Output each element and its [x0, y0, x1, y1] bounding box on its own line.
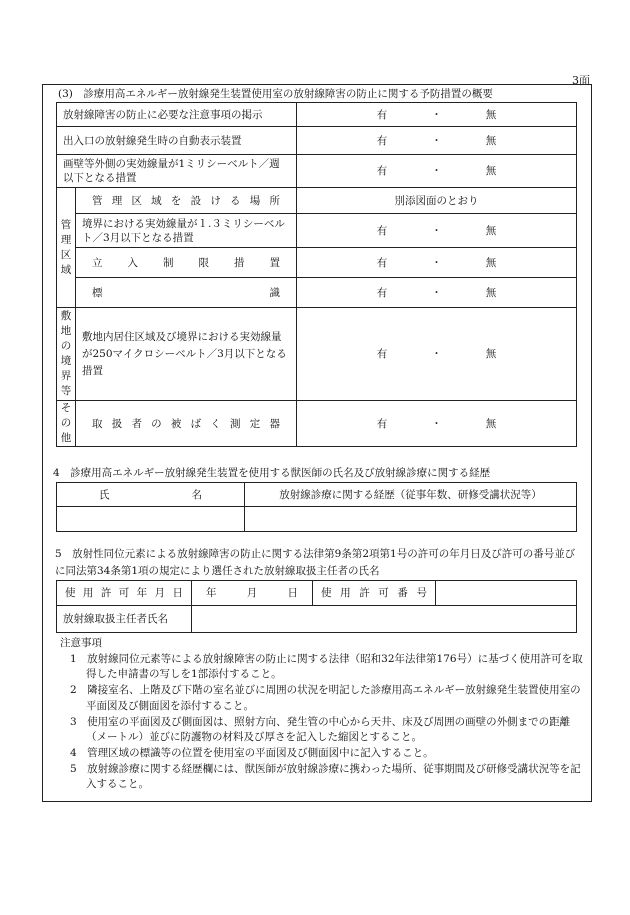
history-input-cell[interactable] — [245, 507, 577, 532]
chief-name-label: 放射線取扱主任者氏名 — [57, 606, 192, 633]
table-row — [57, 483, 577, 507]
notes-title: 注意事項 — [60, 637, 102, 649]
table-row — [57, 127, 577, 155]
name-column-header: 氏 名 — [57, 483, 245, 507]
section3-heading: (3) 診療用高エネルギー放射線発生装置使用室の放射線障害の防止に関する予防措置の概要 — [58, 88, 493, 100]
table-row — [57, 308, 577, 401]
note-item: 1 放射線同位元素等による放射線障害の防止に関する法律（昭和32年法律第176号）に基づく使用許可を取得した申請書の写しを1部添付すること。 — [70, 652, 583, 681]
permit-number-label: 使 用 許 可 番 号 — [313, 581, 436, 606]
yes-option[interactable]: 有 — [376, 286, 388, 299]
yes-option[interactable]: 有 — [376, 348, 388, 360]
yes-no-choice[interactable] — [297, 214, 577, 248]
permit-date-input[interactable]: 年 月 日 — [192, 581, 313, 606]
history-column-header: 放射線診療に関する経歴（従事年数、研修受講状況等） — [245, 483, 577, 507]
section5-text: 5 放射性同位元素による放射線障害の防止に関する法律第9条第2項第1号の許可の年月日及び許可の番号並びに同法第34条第1項の規定により選任された放射線取扱主任者の氏名 — [55, 548, 576, 577]
yes-option[interactable]: 有 — [376, 417, 388, 430]
separator-dot: ・ — [431, 108, 442, 121]
yes-option[interactable]: 有 — [376, 256, 388, 269]
separator-dot: ・ — [431, 417, 442, 430]
permit-number-input[interactable] — [436, 581, 577, 606]
other-group-label: そ の 他 — [57, 401, 76, 447]
boundary-label: 境界における実効線量が１.３ミリシーベルト／3月以下となる措置 — [76, 214, 297, 248]
yes-no-choice[interactable] — [297, 308, 577, 401]
separator-dot: ・ — [431, 134, 442, 147]
separator-dot: ・ — [431, 224, 442, 237]
table-row — [57, 606, 577, 633]
permit-table — [56, 580, 577, 633]
yes-no-choice[interactable] — [297, 103, 577, 127]
table-row — [57, 188, 577, 214]
permit-date-label: 使 用 許 可 年 月 日 — [57, 581, 192, 606]
no-option[interactable]: 無 — [485, 348, 497, 360]
table-row — [57, 401, 577, 447]
section4-heading: 4 診療用高エネルギー放射線発生装置を使用する獣医師の氏名及び放射線診療に関する経歴 — [53, 467, 491, 479]
no-option[interactable]: 無 — [485, 286, 497, 299]
no-option[interactable]: 無 — [485, 165, 497, 177]
name-input-cell[interactable] — [57, 507, 245, 532]
note-item: 4 管理区域の標識等の位置を使用室の平面図及び側面図中に記入すること。 — [70, 746, 434, 759]
no-option[interactable]: 無 — [485, 256, 497, 269]
yes-option[interactable]: 有 — [376, 108, 388, 121]
yes-no-choice[interactable] — [297, 278, 577, 308]
kanri-group-label: 管 理 区 域 — [57, 188, 76, 308]
separator-dot: ・ — [431, 348, 442, 360]
yes-no-choice[interactable] — [297, 127, 577, 155]
chief-name-input[interactable] — [192, 606, 577, 633]
yes-option[interactable]: 有 — [376, 165, 388, 177]
table-row — [57, 103, 577, 127]
yes-no-choice[interactable] — [297, 155, 577, 188]
veterinarian-table — [56, 482, 577, 532]
row-label: 出入口の放射線発生時の自動表示装置 — [57, 127, 297, 155]
no-option[interactable]: 無 — [485, 417, 497, 430]
table-row — [57, 248, 577, 278]
row-label: 放射線障害の防止に必要な注意事項の掲示 — [57, 103, 297, 127]
row-label: 画壁等外側の実効線量が1ミリシーベルト／週以下となる措置 — [57, 155, 297, 188]
restriction-label: 立 入 制 限 措 置 — [76, 248, 297, 278]
no-option[interactable]: 無 — [485, 224, 497, 237]
table-row — [57, 214, 577, 248]
yes-no-choice[interactable] — [297, 248, 577, 278]
table-row — [57, 278, 577, 308]
separator-dot: ・ — [431, 286, 442, 299]
shikichi-group-label: 敷 地 の 境 界 等 — [57, 308, 76, 401]
area-place-label: 管 理 区 域 を 設 け る 場 所 — [76, 188, 297, 214]
dosimeter-label: 取 扱 者 の 被 ば く 測 定 器 — [76, 401, 297, 447]
yes-option[interactable]: 有 — [376, 224, 388, 237]
table-row — [57, 581, 577, 606]
note-item: 5 放射線診療に関する経歴欄には、獣医師が放射線診療に携わった場所、従事期間及び研修受講状況等を記入すること。 — [70, 762, 581, 791]
shikichi-label: 敷地内居住区域及び境界における実効線量が250マイクロシーベルト／3月以下となる措置 — [76, 308, 297, 401]
notes-section — [60, 636, 585, 793]
table-row — [57, 155, 577, 188]
separator-dot: ・ — [431, 256, 442, 269]
yes-option[interactable]: 有 — [376, 134, 388, 147]
table-row — [57, 507, 577, 532]
separator-dot: ・ — [431, 165, 442, 177]
page-number: 3面 — [572, 74, 590, 87]
sign-label: 標 識 — [76, 278, 297, 308]
note-item: 2 隣接室名、上階及び下階の室名並びに周囲の状況を明記した診療用高エネルギー放射線発生装置使用室の平面図及び側面図を添付すること。 — [70, 684, 581, 712]
no-option[interactable]: 無 — [485, 134, 497, 147]
note-item: 3 使用室の平面図及び側面図は、照射方向、発生管の中心から天井、床及び周囲の画壁の外側までの距離（メートル）並びに防護物の材料及び厚さを記入した縮図とすること。 — [70, 715, 571, 744]
no-option[interactable]: 無 — [485, 108, 497, 121]
preventive-measures-table — [56, 102, 577, 447]
yes-no-choice[interactable] — [297, 401, 577, 447]
area-place-value: 別添図面のとおり — [297, 188, 577, 214]
